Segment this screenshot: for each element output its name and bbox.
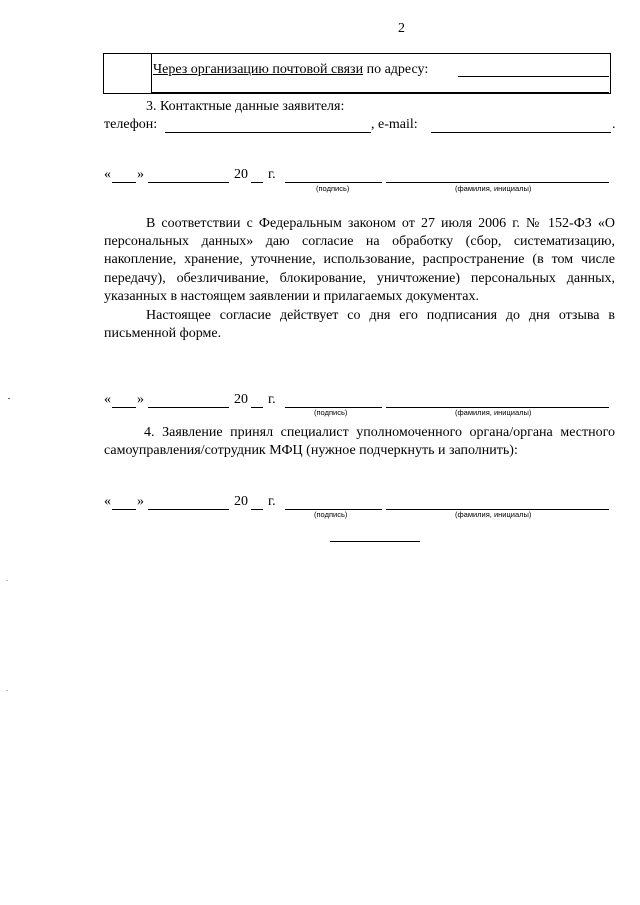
date-year-prefix: 20 [234, 494, 248, 509]
table-column-divider [151, 54, 152, 93]
date-month-line [148, 509, 229, 510]
date-day-line [112, 509, 136, 510]
scan-speck [6, 690, 8, 691]
signature-line [285, 182, 382, 183]
date-month-line [148, 407, 229, 408]
name-line [386, 182, 609, 183]
contacts-heading: 3. Контактные данные заявителя: [146, 99, 345, 114]
date-year-line [251, 182, 263, 183]
name-caption: (фамилия, инициалы) [455, 408, 532, 417]
page-number: 2 [398, 21, 405, 36]
signature-caption: (подпись) [314, 408, 348, 417]
name-caption: (фамилия, инициалы) [455, 510, 532, 519]
date-open-quote: « [104, 392, 111, 407]
date-year-suffix: г. [268, 392, 276, 407]
date-close-quote: » [137, 392, 144, 407]
scan-speck [8, 398, 10, 399]
mail-option-underlined: Через организацию почтовой связи [153, 62, 364, 77]
consent-paragraph-2: Настоящее согласие действует со дня его подписания до дня отзыва в письменной форме. [104, 308, 615, 342]
address-line-2 [151, 92, 609, 93]
date-year-prefix: 20 [234, 392, 248, 407]
date-year-prefix: 20 [234, 167, 248, 182]
date-open-quote: « [104, 167, 111, 182]
date-day-line [112, 182, 136, 183]
acceptance-paragraph: 4. Заявление принял специалист уполномоченного органа/органа местного самоуправления/сотрудник МФЦ (нужное подчеркнуть и заполнить): [104, 425, 615, 459]
mail-option-text [153, 61, 428, 79]
signature-caption: (подпись) [314, 510, 348, 519]
consent-text [104, 215, 615, 343]
date-open-quote: « [104, 494, 111, 509]
phone-line [165, 132, 371, 133]
phone-label: телефон: [104, 117, 158, 132]
date-year-line [251, 509, 263, 510]
date-year-suffix: г. [268, 167, 276, 182]
consent-paragraph-1: В соответствии с Федеральным законом от 27 июля 2006 г. № 152-ФЗ «О персональных данных» даю согласие на обработку (сбор, систематизацию, накопление, хранение, уточнение, использование, распространение (в том числе передачу), обезличивание, блокирование, уничтожение) персональных данных, указанных в настоящем заявлении и прилагаемых документах. [104, 216, 615, 304]
date-month-line [148, 182, 229, 183]
end-rule [330, 541, 420, 542]
date-year-suffix: г. [268, 494, 276, 509]
date-close-quote: » [137, 494, 144, 509]
mail-option-rest: по адресу: [363, 62, 429, 77]
email-label: , e-mail: [371, 117, 418, 132]
scan-speck [6, 580, 8, 581]
acceptance-text [104, 424, 615, 460]
date-day-line [112, 407, 136, 408]
contacts-end-dot: . [612, 117, 616, 132]
name-caption: (фамилия, инициалы) [455, 184, 532, 193]
signature-caption: (подпись) [316, 184, 350, 193]
email-line [431, 132, 611, 133]
address-line [458, 76, 609, 77]
date-year-line [251, 407, 263, 408]
date-close-quote: » [137, 167, 144, 182]
